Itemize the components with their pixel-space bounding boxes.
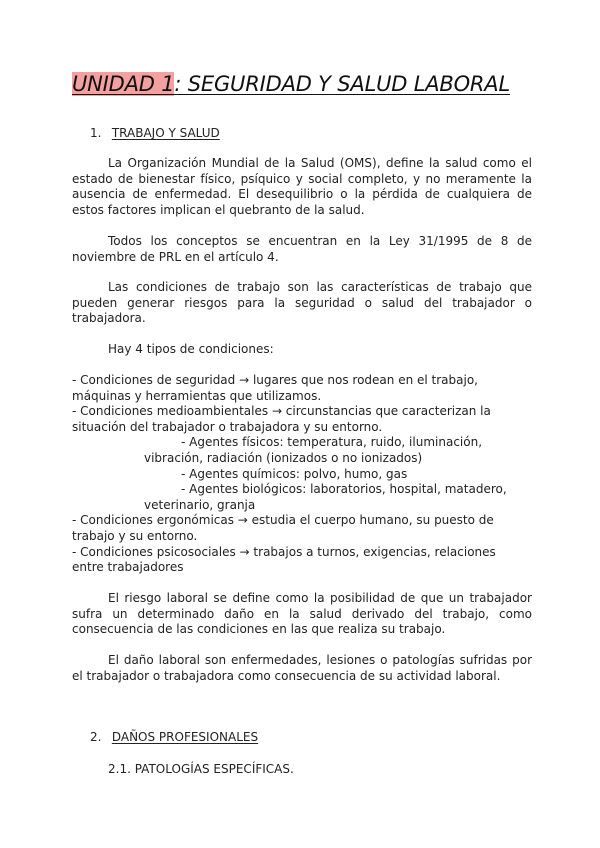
paragraph-ley: Todos los conceptos se encuentran en la Ley 31/1995 de 8 de noviembre de PRL en el artículo 4. bbox=[72, 234, 532, 264]
paragraph-riesgo: El riesgo laboral se define como la posibilidad de que un trabajador sufra un determinado daño en la salud derivado del trabajo, como consecuencia de las condiciones en las que realiza su trabajo. bbox=[72, 591, 532, 637]
condition-seguridad-line-1: - Condiciones de seguridad → lugares que nos rodean en el trabajo, bbox=[72, 373, 478, 387]
section-2-label: DAÑOS PROFESIONALES bbox=[111, 730, 259, 744]
section-1-number: 1. bbox=[90, 126, 102, 140]
agentes-biologicos-line-2: veterinario, granja bbox=[144, 497, 256, 512]
title-highlight: UNIDAD 1 bbox=[72, 72, 175, 96]
section-1-label: TRABAJO Y SALUD bbox=[111, 126, 220, 140]
paragraph-dano: El daño laboral son enfermedades, lesiones o patologías sufridas por el trabajador o trabajadora como consecuencia de su actividad laboral. bbox=[72, 653, 532, 683]
subsection-heading: 2.1. PATOLOGÍAS ESPECÍFICAS. bbox=[108, 762, 294, 776]
condition-medio-line-1: - Condiciones medioambientales → circunstancias que caracterizan la bbox=[72, 404, 491, 419]
section-2-heading bbox=[90, 730, 258, 744]
section-1-heading bbox=[90, 126, 220, 140]
agentes-biologicos-line-1: - Agentes biológicos: laboratorios, hospital, matadero, bbox=[181, 482, 507, 497]
condition-ergonomicas-line-2: trabajo y su entorno. bbox=[72, 529, 198, 543]
page-title bbox=[72, 72, 510, 96]
paragraph-oms: La Organización Mundial de la Salud (OMS), define la salud como el estado de bienestar físico, psíquico y social completo, y no meramente la ausencia de enfermedad. El desequilibrio o la pérdida de cualquiera de estos factores implican el quebranto de la salud. bbox=[72, 156, 532, 217]
condition-psicosociales-line-1: - Condiciones psicosociales → trabajos a turnos, exigencias, relaciones bbox=[72, 544, 496, 559]
condition-seguridad-line-2: máquinas y herramientas que utilizamos. bbox=[72, 388, 322, 403]
paragraph-condiciones: Las condiciones de trabajo son las características de trabajo que pueden generar riesgos para la seguridad o salud del trabajador o trabajadora. bbox=[72, 280, 532, 326]
agentes-quimicos: - Agentes químicos: polvo, humo, gas bbox=[181, 466, 408, 481]
agentes-fisicos-line-1: - Agentes físicos: temperatura, ruido, iluminación, bbox=[181, 435, 483, 450]
condition-medio-line-2: situación del trabajador o trabajadora y su entorno. bbox=[72, 419, 383, 434]
title-rest: : SEGURIDAD Y SALUD LABORAL bbox=[174, 72, 510, 96]
agentes-fisicos-line-2: vibración, radiación (ionizados o no ionizados) bbox=[144, 451, 423, 465]
section-2-number: 2. bbox=[90, 730, 102, 744]
condition-ergonomicas-line-1: - Condiciones ergonómicas → estudia el cuerpo humano, su puesto de bbox=[72, 513, 494, 528]
paragraph-tipos: Hay 4 tipos de condiciones: bbox=[108, 342, 274, 356]
condition-psicosociales-line-2: entre trabajadores bbox=[72, 560, 184, 575]
